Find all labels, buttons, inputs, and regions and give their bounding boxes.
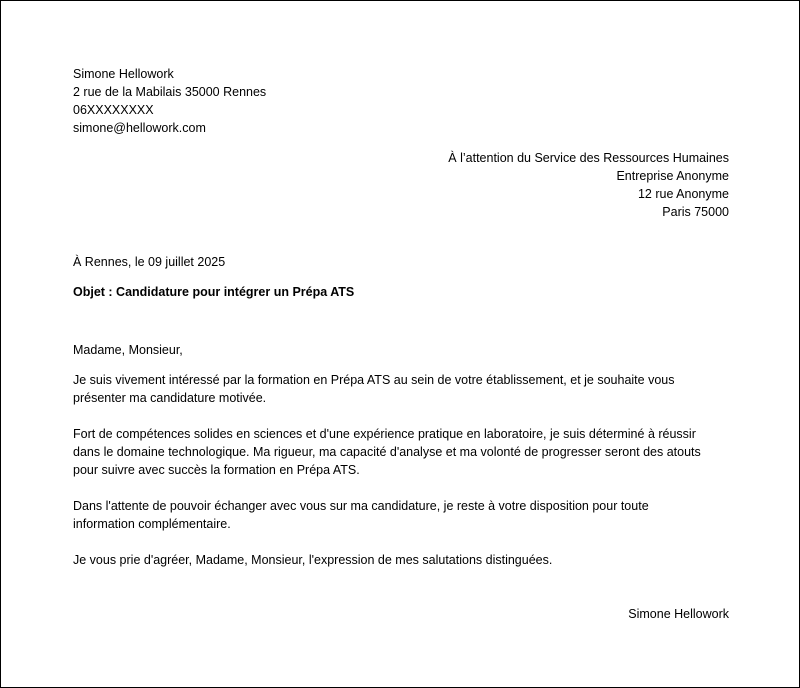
sender-phone: 06XXXXXXXX (73, 103, 154, 117)
subject-text: Objet : Candidature pour intégrer un Prépa ATS (73, 285, 355, 299)
recipient-street: 12 rue Anonyme (637, 187, 729, 201)
paragraph-2-line-1: Fort de compétences solides en sciences et d'une expérience pratique en laboratoire, je suis déterminé à réussir (73, 427, 696, 441)
signature-block (73, 605, 729, 623)
paragraph-3-line-2: information complémentaire. (73, 517, 231, 531)
subject-line (73, 283, 729, 301)
sender-block (73, 65, 729, 137)
date-text: À Rennes, le 09 juillet 2025 (73, 255, 226, 269)
paragraph-3 (73, 497, 729, 533)
paragraph-1 (73, 371, 729, 407)
paragraph-1-line-1: Je suis vivement intéressé par la formation en Prépa ATS au sein de votre établissement, et je souhaite vous (73, 373, 675, 387)
date-line (73, 253, 729, 271)
paragraph-3-line-1: Dans l'attente de pouvoir échanger avec vous sur ma candidature, je reste à votre disposition pour toute (73, 499, 649, 513)
salutation-text: Madame, Monsieur, (73, 343, 183, 357)
sender-address: 2 rue de la Mabilais 35000 Rennes (73, 85, 267, 99)
paragraph-2-line-3: pour suivre avec succès la formation en Prépa ATS. (73, 463, 360, 477)
salutation (73, 341, 729, 359)
recipient-city: Paris 75000 (662, 205, 729, 219)
paragraph-2-line-2: dans le domaine technologique. Ma rigueur, ma capacité d'analyse et ma volonté de progresser seront des atouts (73, 445, 701, 459)
sender-name: Simone Hellowork (73, 67, 174, 81)
paragraph-1-line-2: présenter ma candidature motivée. (73, 391, 267, 405)
paragraph-4 (73, 551, 729, 569)
recipient-attention: À l’attention du Service des Ressources Humaines (448, 151, 729, 165)
paragraph-4-line-1: Je vous prie d'agréer, Madame, Monsieur, l'expression de mes salutations distinguées. (73, 553, 553, 567)
sender-email: simone@hellowork.com (73, 121, 206, 135)
signature-name: Simone Hellowork (628, 607, 729, 621)
recipient-company: Entreprise Anonyme (616, 169, 729, 183)
paragraph-2 (73, 425, 729, 479)
recipient-block (73, 149, 729, 221)
